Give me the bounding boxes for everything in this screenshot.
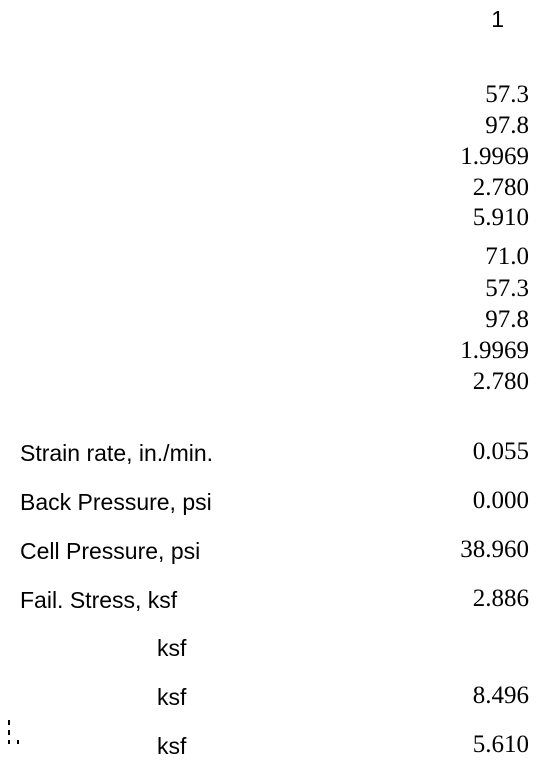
group1-value: 5.910: [472, 204, 529, 231]
row-value: 0.000: [472, 487, 529, 514]
group2-value: 2.780: [472, 368, 529, 395]
group2-value: 71.0: [485, 243, 529, 270]
row-value: 38.960: [460, 536, 529, 563]
row-label: ksf: [157, 635, 187, 661]
margin-mark: [8, 740, 10, 744]
row-value: 8.496: [472, 682, 529, 709]
margin-mark: [8, 720, 10, 725]
row-label: Cell Pressure, psi: [20, 538, 201, 564]
row-label: ksf: [157, 733, 187, 759]
column-header: 1: [491, 6, 504, 32]
row-label: Strain rate, in./min.: [20, 440, 214, 466]
group2-value: 1.9969: [460, 337, 529, 364]
row-value: 0.055: [472, 438, 529, 465]
row-label: ksf: [157, 684, 187, 710]
row-label: Fail. Stress, ksf: [20, 587, 178, 613]
row-value: 5.610: [472, 731, 529, 758]
group2-value: 97.8: [485, 306, 529, 333]
margin-mark: [8, 730, 10, 735]
group1-value: 97.8: [485, 112, 529, 139]
row-value: 2.886: [472, 585, 529, 612]
group1-value: 57.3: [485, 81, 529, 108]
margin-mark: [17, 740, 19, 744]
group2-value: 57.3: [485, 275, 529, 302]
group1-value: 2.780: [472, 174, 529, 201]
group1-value: 1.9969: [460, 143, 529, 170]
row-label: Back Pressure, psi: [20, 489, 212, 515]
